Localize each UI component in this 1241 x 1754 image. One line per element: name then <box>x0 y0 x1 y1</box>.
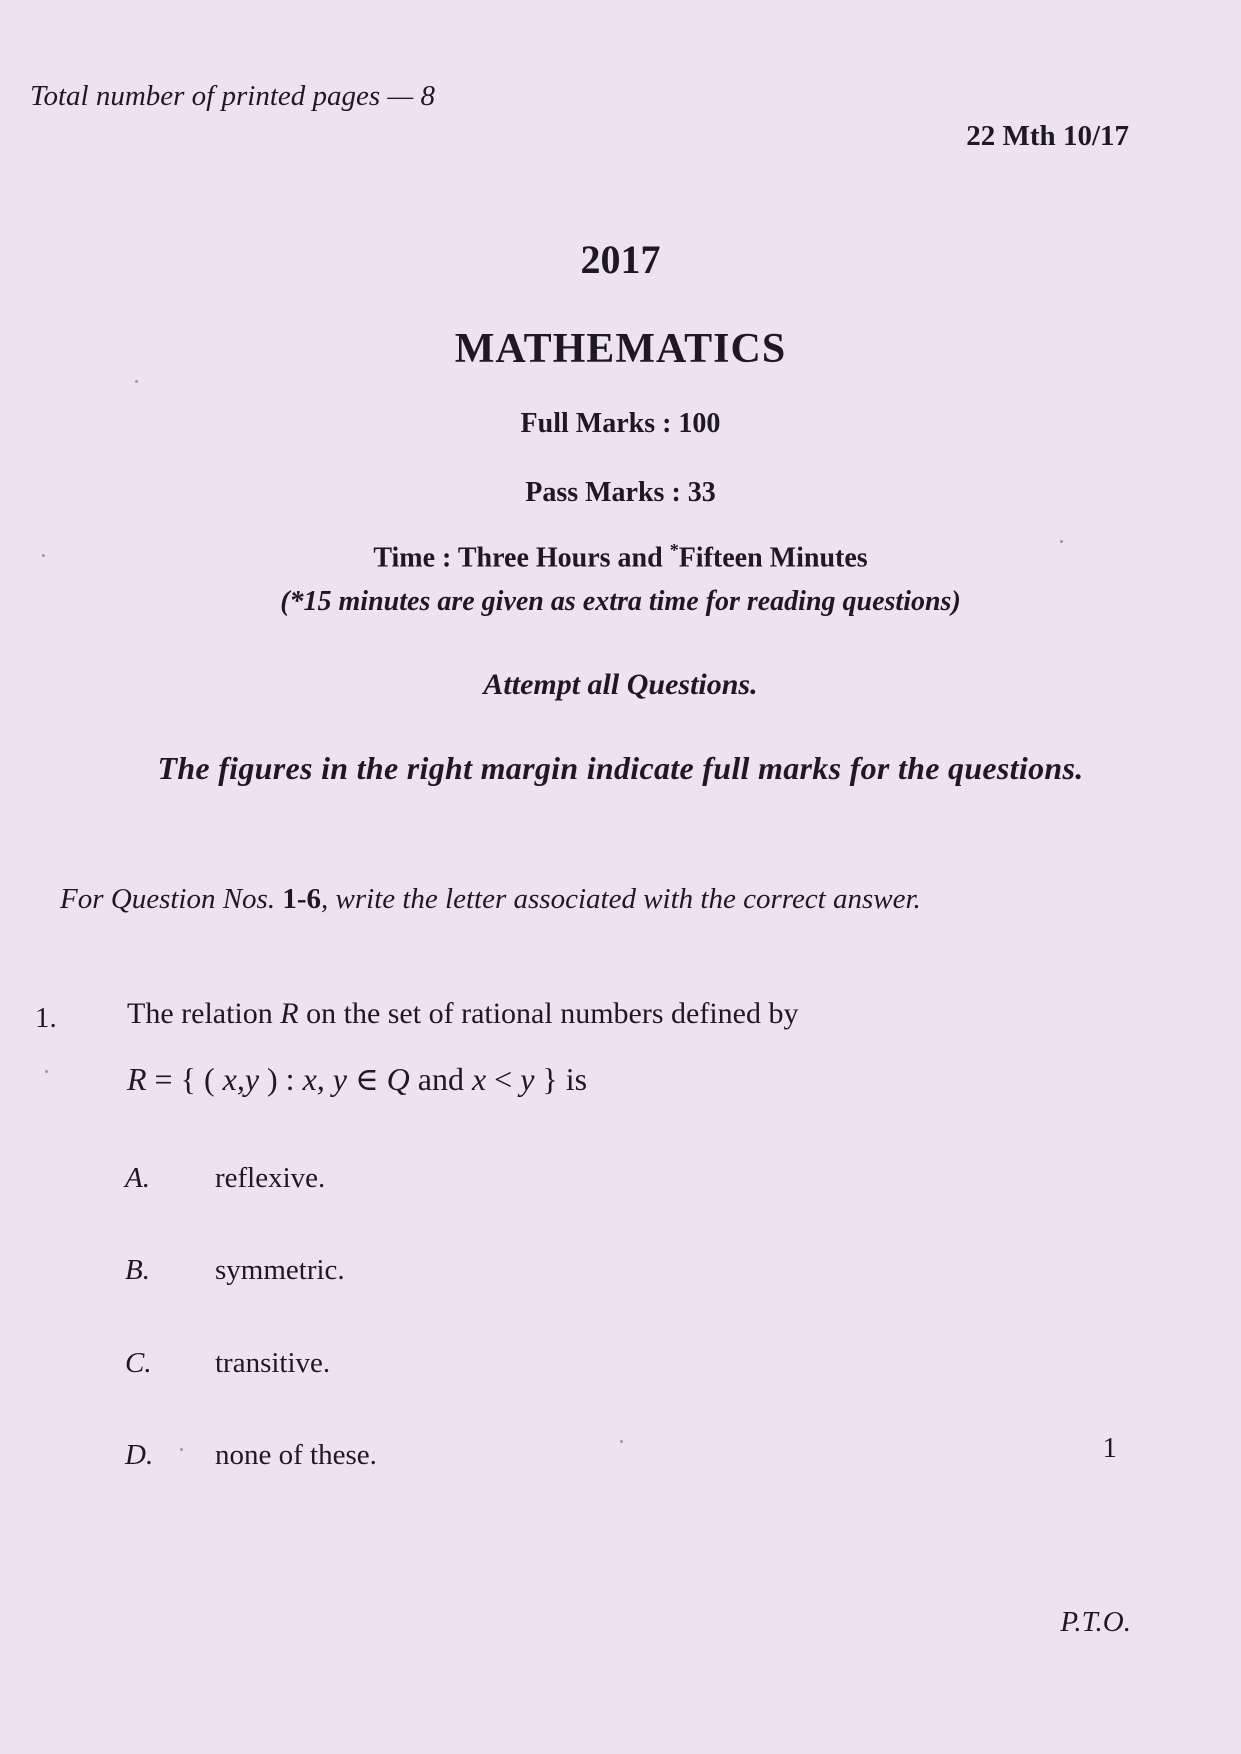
option-b-text: symmetric. <box>215 1254 345 1286</box>
formula-vars: x, y <box>302 1061 347 1097</box>
pass-marks: Pass Marks : 33 <box>525 477 716 508</box>
formula-pair: x,y <box>222 1061 260 1097</box>
option-a-letter: A. <box>125 1162 150 1194</box>
formula-in-symbol: ∈ <box>346 1061 387 1097</box>
relation-formula <box>127 1060 587 1098</box>
paper-speck <box>42 554 45 557</box>
exam-year: 2017 <box>580 237 661 282</box>
formula-closing: } is <box>534 1061 588 1097</box>
full-marks: Full Marks : 100 <box>520 408 721 439</box>
instruction-range: 1-6 <box>282 883 322 915</box>
option-b-letter: B. <box>125 1254 150 1286</box>
formula-set: Q <box>386 1061 410 1097</box>
formula-lhs: R <box>127 1061 147 1097</box>
formula-cond-y: y <box>520 1061 535 1097</box>
time-star: * <box>669 540 679 560</box>
paper-speck <box>1060 540 1063 543</box>
option-c-letter: C. <box>125 1347 152 1379</box>
figures-margin-note: The figures in the right margin indicate full marks for the questions. <box>157 750 1084 786</box>
time-suffix: Fifteen Minutes <box>678 542 868 574</box>
extra-time-note: (*15 minutes are given as extra time for reading questions) <box>280 586 961 617</box>
option-d-letter: D. <box>125 1439 154 1471</box>
pto-note: P.T.O. <box>1060 1606 1131 1638</box>
question-instruction <box>60 883 921 916</box>
option-d-text: none of these. <box>215 1439 377 1471</box>
attempt-all-note: Attempt all Questions. <box>483 668 758 701</box>
time-prefix: Time : Three Hours and <box>373 542 670 574</box>
instruction-prefix: For Question Nos. <box>60 883 283 915</box>
total-pages-note: Total number of printed pages — 8 <box>30 80 435 112</box>
paper-code: 22 Mth 10/17 <box>966 120 1129 152</box>
time-allowed <box>0 540 1241 574</box>
option-c-text: transitive. <box>215 1347 331 1379</box>
question-marks: 1 <box>1102 1432 1117 1464</box>
subject-title: MATHEMATICS <box>454 326 787 372</box>
formula-cond-x: x <box>471 1061 487 1097</box>
paper-speck <box>135 380 138 383</box>
formula-eq-open: = { ( <box>146 1061 223 1097</box>
question-text-after: on the set of rational numbers defined by <box>298 997 799 1030</box>
formula-close-colon: ) : <box>259 1061 303 1097</box>
option-a-text: reflexive. <box>215 1162 326 1194</box>
instruction-suffix: , write the letter associated with the correct answer. <box>321 883 921 915</box>
formula-and: and <box>409 1061 472 1097</box>
question-text <box>127 997 798 1031</box>
paper-speck <box>45 1070 48 1073</box>
question-number: 1. <box>35 1002 57 1034</box>
paper-speck <box>620 1440 623 1443</box>
question-text-before: The relation <box>127 997 281 1030</box>
formula-less-than: < <box>486 1061 521 1097</box>
paper-speck <box>180 1448 183 1451</box>
relation-symbol: R <box>280 997 299 1030</box>
